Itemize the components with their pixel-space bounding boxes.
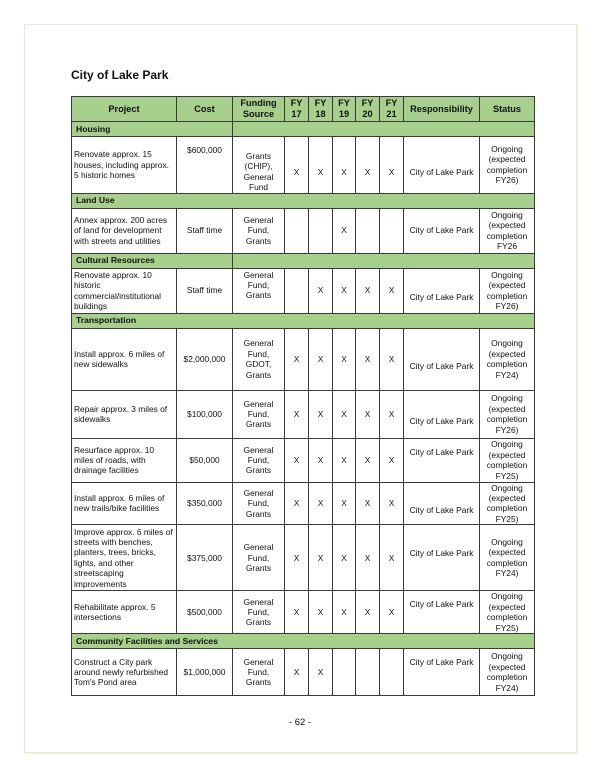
responsibility-cell: City of Lake Park [404, 438, 480, 482]
project-cell: Install approx. 6 miles of new trails/bike facilities [72, 482, 177, 525]
responsibility-cell: City of Lake Park [404, 137, 480, 194]
cost-cell: $350,000 [177, 482, 233, 525]
fy17-cell [285, 268, 309, 313]
fy20-cell: X [356, 328, 380, 390]
fy21-cell: X [380, 482, 404, 525]
page-title: City of Lake Park [71, 68, 169, 82]
table-row [72, 390, 535, 438]
fy19-cell: X [333, 390, 356, 438]
project-cell: Renovate approx. 15 houses, including approx. 5 historic homes [72, 137, 177, 194]
col-header-fy18: FY 18 [309, 97, 333, 122]
fy20-cell: X [356, 137, 380, 194]
fy19-cell [333, 649, 356, 696]
fy21-cell: X [380, 438, 404, 482]
fy20-cell: X [356, 482, 380, 525]
cost-cell: $100,000 [177, 390, 233, 438]
table-row [72, 328, 535, 390]
fy17-cell: X [285, 482, 309, 525]
section-label: Housing [72, 122, 233, 137]
fy19-cell: X [333, 208, 356, 253]
fy18-cell: X [309, 390, 333, 438]
fy21-cell: X [380, 525, 404, 591]
project-cell: Improve approx. 6 miles of streets with benches, planters, trees, bricks, lights, and other streetscaping improvements [72, 525, 177, 591]
funding-cell: General Fund, Grants [233, 268, 285, 313]
table-row [72, 208, 535, 253]
fy19-cell: X [333, 268, 356, 313]
project-cell: Repair approx. 3 miles of sidewalks [72, 390, 177, 438]
funding-cell: General Fund, Grants [233, 482, 285, 525]
fy17-cell [285, 208, 309, 253]
fy20-cell: X [356, 525, 380, 591]
fy19-cell: X [333, 482, 356, 525]
fy19-cell: X [333, 438, 356, 482]
fy18-cell: X [309, 591, 333, 634]
table-header-row [72, 97, 535, 122]
fy20-cell: X [356, 268, 380, 313]
fy18-cell: X [309, 137, 333, 194]
table-row [72, 137, 535, 194]
cost-cell: $375,000 [177, 525, 233, 591]
fy18-cell: X [309, 482, 333, 525]
fy17-cell: X [285, 390, 309, 438]
fy20-cell: X [356, 438, 380, 482]
col-header-project: Project [72, 97, 177, 122]
table-row [72, 525, 535, 591]
table-row [72, 649, 535, 696]
fy20-cell: X [356, 591, 380, 634]
funding-cell: Grants (CHIP), General Fund [233, 137, 285, 194]
status-cell: Ongoing (expected completion FY24) [480, 525, 535, 591]
status-cell: Ongoing (expected completion FY25) [480, 591, 535, 634]
fy21-cell: X [380, 268, 404, 313]
cost-cell: $600,000 [177, 137, 233, 194]
funding-cell: General Fund, Grants [233, 208, 285, 253]
responsibility-cell: City of Lake Park [404, 208, 480, 253]
table-row [72, 591, 535, 634]
fy18-cell: X [309, 438, 333, 482]
status-cell: Ongoing (expected completion FY26 [480, 208, 535, 253]
fy21-cell: X [380, 591, 404, 634]
fy20-cell [356, 208, 380, 253]
col-header-fy20: FY 20 [356, 97, 380, 122]
table-row [72, 438, 535, 482]
section-row-community-facilities [72, 634, 535, 649]
section-label: Cultural Resources [72, 253, 233, 268]
section-label: Land Use [72, 193, 535, 208]
project-cell: Resurface approx. 10 miles of roads, with drainage facilities [72, 438, 177, 482]
cost-cell: $500,000 [177, 591, 233, 634]
col-header-funding-source: Funding Source [233, 97, 285, 122]
funding-cell: General Fund, Grants [233, 438, 285, 482]
status-cell: Ongoing (expected completion FY26) [480, 268, 535, 313]
col-header-fy21: FY 21 [380, 97, 404, 122]
table-row [72, 482, 535, 525]
status-cell: Ongoing (expected completion FY24) [480, 649, 535, 696]
cost-cell: $1,000,000 [177, 649, 233, 696]
responsibility-cell: City of Lake Park [404, 268, 480, 313]
funding-cell: General Fund, Grants [233, 591, 285, 634]
responsibility-cell: City of Lake Park [404, 390, 480, 438]
fy19-cell: X [333, 591, 356, 634]
cost-cell: $50,000 [177, 438, 233, 482]
status-cell: Ongoing (expected completion FY24) [480, 328, 535, 390]
status-cell: Ongoing (expected completion FY25) [480, 482, 535, 525]
fy21-cell: X [380, 137, 404, 194]
table-row [72, 268, 535, 313]
page-number: - 62 - [288, 717, 312, 728]
fy18-cell [309, 208, 333, 253]
col-header-responsibility: Responsibility [404, 97, 480, 122]
fy21-cell [380, 208, 404, 253]
fy18-cell: X [309, 328, 333, 390]
project-cell: Annex approx. 200 acres of land for development with streets and utilities [72, 208, 177, 253]
section-row-cultural-resources [72, 253, 535, 268]
col-header-fy19: FY 19 [333, 97, 356, 122]
section-label: Community Facilities and Services [72, 634, 535, 649]
fy19-cell: X [333, 137, 356, 194]
cost-cell: Staff time [177, 268, 233, 313]
fy21-cell: X [380, 390, 404, 438]
status-cell: Ongoing (expected completion FY26) [480, 390, 535, 438]
fy19-cell: X [333, 328, 356, 390]
work-program-table [71, 96, 535, 696]
col-header-fy17: FY 17 [285, 97, 309, 122]
responsibility-cell: City of Lake Park [404, 649, 480, 696]
fy21-cell [380, 649, 404, 696]
funding-cell: General Fund, GDOT, Grants [233, 328, 285, 390]
section-label: Transportation [72, 313, 535, 328]
project-cell: Renovate approx. 10 historic commercial/institutional buildings [72, 268, 177, 313]
fy21-cell: X [380, 328, 404, 390]
responsibility-cell: City of Lake Park [404, 525, 480, 591]
col-header-status: Status [480, 97, 535, 122]
fy20-cell: X [356, 390, 380, 438]
funding-cell: General Fund, Grants [233, 390, 285, 438]
status-cell: Ongoing (expected completion FY26) [480, 137, 535, 194]
section-row-land-use [72, 193, 535, 208]
responsibility-cell: City of Lake Park [404, 328, 480, 390]
fy18-cell: X [309, 525, 333, 591]
fy17-cell: X [285, 438, 309, 482]
project-cell: Rehabilitate approx. 5 intersections [72, 591, 177, 634]
funding-cell: General Fund, Grants [233, 649, 285, 696]
responsibility-cell: City of Lake Park [404, 591, 480, 634]
fy17-cell: X [285, 328, 309, 390]
status-cell: Ongoing (expected completion FY25) [480, 438, 535, 482]
fy17-cell: X [285, 649, 309, 696]
fy17-cell: X [285, 525, 309, 591]
fy17-cell: X [285, 137, 309, 194]
fy20-cell [356, 649, 380, 696]
responsibility-cell: City of Lake Park [404, 482, 480, 525]
fy17-cell: X [285, 591, 309, 634]
cost-cell: $2,000,000 [177, 328, 233, 390]
funding-cell: General Fund, Grants [233, 525, 285, 591]
section-row-transportation [72, 313, 535, 328]
fy18-cell: X [309, 649, 333, 696]
fy19-cell: X [333, 525, 356, 591]
project-cell: Install approx. 6 miles of new sidewalks [72, 328, 177, 390]
fy18-cell: X [309, 268, 333, 313]
col-header-cost: Cost [177, 97, 233, 122]
section-row-housing [72, 122, 535, 137]
cost-cell: Staff time [177, 208, 233, 253]
project-cell: Construct a City park around newly refurbished Tom's Pond area [72, 649, 177, 696]
